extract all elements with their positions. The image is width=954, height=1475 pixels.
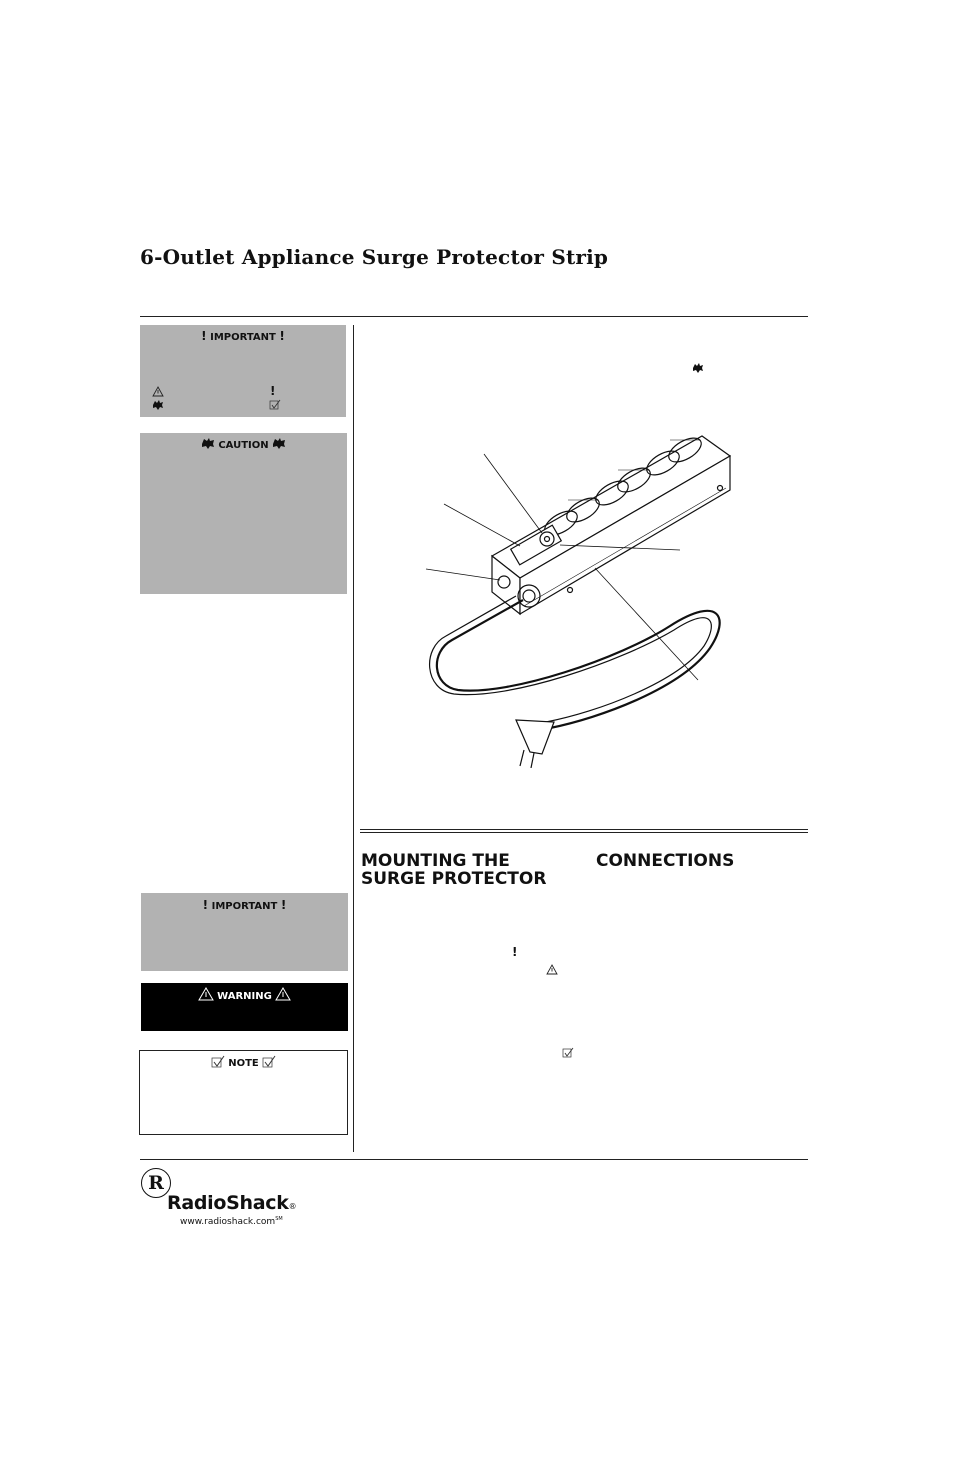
warning-label: WARNING — [217, 991, 272, 1002]
lightning-burst-icon — [152, 400, 164, 410]
exclamation-icon: ! — [201, 329, 207, 343]
page-title: 6-Outlet Appliance Surge Protector Strip — [140, 245, 609, 269]
exclamation-icon: ! — [512, 945, 518, 959]
lightning-burst-icon — [272, 438, 286, 449]
caution-label: CAUTION — [218, 440, 269, 451]
caution-box — [140, 433, 347, 594]
exclamation-icon: ! — [279, 329, 285, 343]
lightning-burst-icon — [692, 363, 704, 373]
mounting-heading-line1: MOUNTING THE — [361, 851, 510, 871]
logo-registered: ® — [288, 1202, 297, 1211]
exclamation-icon: ! — [280, 898, 287, 912]
caution-header — [140, 438, 347, 451]
warning-triangle-icon — [198, 987, 214, 1001]
important-label: IMPORTANT — [210, 332, 276, 343]
checkmark-note-icon — [269, 399, 281, 410]
warning-triangle-icon — [546, 964, 558, 975]
logo-wordmark — [167, 1192, 296, 1214]
important-label-2: IMPORTANT — [211, 901, 278, 912]
logo-url-text: www.radioshack.com — [180, 1217, 276, 1227]
checkmark-note-icon — [262, 1055, 276, 1068]
connections-heading: CONNECTIONS — [596, 851, 735, 871]
exclamation-icon: ! — [270, 384, 276, 398]
section-divider — [360, 829, 808, 833]
top-divider — [140, 316, 808, 317]
bottom-divider — [140, 1159, 808, 1160]
important-header — [140, 329, 346, 343]
logo-mark: R — [141, 1168, 171, 1198]
checkmark-note-icon — [211, 1055, 225, 1068]
lightning-burst-icon — [201, 438, 215, 449]
column-divider — [353, 325, 354, 1152]
checkmark-note-icon — [562, 1047, 574, 1058]
important-header-2 — [141, 898, 348, 912]
logo-brand: RadioShack — [167, 1192, 289, 1214]
surge-protector-illustration — [420, 428, 740, 768]
logo-url — [180, 1216, 283, 1227]
logo-url-tm: SM — [275, 1216, 283, 1222]
important-box-2 — [141, 893, 348, 971]
mounting-heading-line2: SURGE PROTECTOR — [361, 869, 547, 889]
warning-triangle-icon — [152, 386, 164, 397]
mounting-heading — [361, 852, 546, 888]
warning-box — [141, 983, 348, 1031]
warning-header — [141, 987, 348, 1002]
warning-triangle-icon — [275, 987, 291, 1001]
note-box — [139, 1050, 348, 1135]
important-box — [140, 325, 346, 417]
note-label: NOTE — [228, 1058, 259, 1069]
exclamation-icon: ! — [202, 898, 209, 912]
note-header — [140, 1055, 347, 1069]
